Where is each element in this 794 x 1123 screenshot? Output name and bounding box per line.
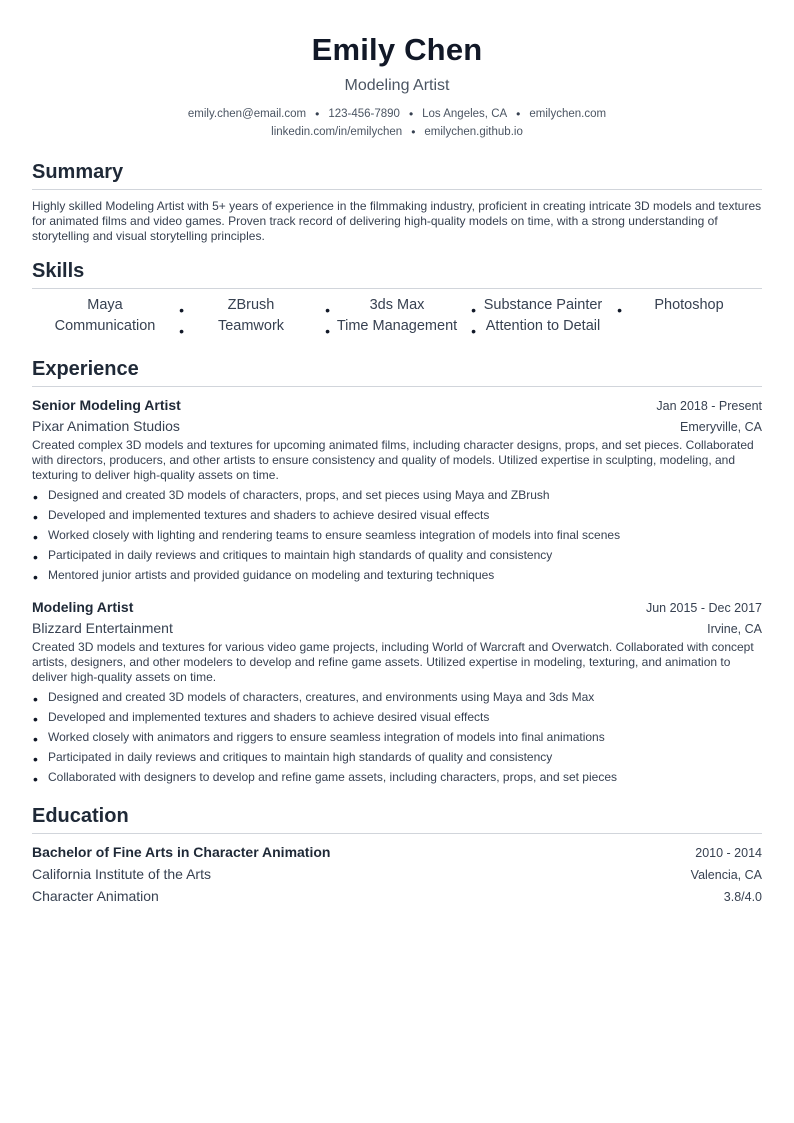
bullet-item <box>32 545 762 565</box>
bullet-item <box>32 565 762 585</box>
skill-separator: • <box>325 302 330 318</box>
bullet-text: Worked closely with lighting and rendering teams to ensure seamless integration of models into final scenes <box>48 528 621 542</box>
experience-section <box>32 356 762 787</box>
job-company: Blizzard Entertainment <box>32 620 173 636</box>
skill-separator: • <box>471 302 476 318</box>
website-link[interactable]: emilychen.com <box>529 108 607 120</box>
skill-item <box>324 295 476 318</box>
bullet-dot: • <box>33 489 38 505</box>
contact-row-1 <box>32 105 762 123</box>
job-header-row <box>32 597 762 618</box>
bullet-dot: • <box>33 549 38 565</box>
contact-separator: • <box>408 107 414 121</box>
contact-separator: • <box>411 125 416 139</box>
bullet-item <box>32 747 762 767</box>
resume-header <box>32 30 762 141</box>
job-company-row <box>32 618 762 640</box>
bullet-dot: • <box>33 711 38 727</box>
bullet-dot: • <box>33 529 38 545</box>
bullet-item <box>32 767 762 787</box>
bullet-item <box>32 727 762 747</box>
bullet-dot: • <box>33 569 38 585</box>
skill-label: Maya <box>87 297 123 313</box>
job-company: Pixar Animation Studios <box>32 418 180 434</box>
job-description: Created 3D models and textures for various video game projects, including World of Warcraft and Overwatch. Collaborated with concept artists, designers, and other modelers to develop and refine game assets. Utilized expertise in modeling, texturing, and animation to deliver high-quality assets on time. <box>32 640 754 684</box>
skill-label: Attention to Detail <box>485 318 601 334</box>
bullet-dot: • <box>33 691 38 707</box>
skill-label: Time Management <box>336 318 458 334</box>
skill-separator: • <box>179 323 184 339</box>
school-location: Valencia, CA <box>690 868 762 882</box>
education-entry <box>32 842 762 908</box>
job-bullets <box>32 687 762 787</box>
school-row <box>32 864 762 886</box>
job-entry <box>32 597 762 787</box>
gpa-value: 3.8/4.0 <box>723 890 762 904</box>
skill-item <box>178 316 330 339</box>
skill-separator: • <box>471 323 476 339</box>
skills-heading: Skills <box>32 258 762 289</box>
bullet-text: Developed and implemented textures and shaders to achieve desired visual effects <box>48 508 490 522</box>
bullet-text: Participated in daily reviews and critiques to maintain high standards of quality and consistency <box>48 750 553 764</box>
github-link[interactable]: emilychen.github.io <box>424 126 523 138</box>
bullet-item <box>32 707 762 727</box>
skill-separator: • <box>617 302 622 318</box>
bullet-item <box>32 505 762 525</box>
skill-separator: • <box>325 323 330 339</box>
job-header-row <box>32 395 762 416</box>
summary-section <box>32 159 762 244</box>
job-company-row <box>32 416 762 438</box>
skill-item <box>32 316 184 339</box>
degree-title: Bachelor of Fine Arts in Character Animation <box>32 844 331 860</box>
summary-heading: Summary <box>32 159 762 190</box>
candidate-name: Emily Chen <box>311 32 483 67</box>
bullet-dot: • <box>33 751 38 767</box>
job-title: Senior Modeling Artist <box>32 397 181 413</box>
bullet-text: Designed and created 3D models of characters, creatures, and environments using Maya and 3ds Max <box>48 690 595 704</box>
bullet-dot: • <box>33 771 38 787</box>
skill-item <box>32 295 184 318</box>
skill-label: 3ds Max <box>369 297 425 313</box>
email-link[interactable]: emily.chen@email.com <box>187 108 307 120</box>
job-location: Irvine, CA <box>707 622 762 636</box>
contact-separator: • <box>516 107 521 121</box>
bullet-text: Participated in daily reviews and critiques to maintain high standards of quality and consistency <box>48 548 553 562</box>
bullet-item <box>32 485 762 505</box>
contact-separator: • <box>315 107 320 121</box>
school-name: California Institute of the Arts <box>32 866 211 882</box>
skill-label: ZBrush <box>227 297 275 313</box>
bullet-dot: • <box>33 731 38 747</box>
skills-section <box>32 258 762 337</box>
bullet-text: Mentored junior artists and provided guidance on modeling and texturing techniques <box>48 568 495 582</box>
job-location: Emeryville, CA <box>680 420 762 434</box>
skill-label: Photoshop <box>654 297 724 313</box>
contact-row-2 <box>32 123 762 141</box>
job-bullets <box>32 485 762 585</box>
education-heading: Education <box>32 803 762 834</box>
bullet-text: Worked closely with animators and riggers to ensure seamless integration of models into final animations <box>48 730 605 744</box>
skill-separator: • <box>179 302 184 318</box>
skill-item <box>178 295 330 318</box>
job-description: Created complex 3D models and textures for upcoming animated films, including character designs, props, and set pieces. Collaborated with directors, producers, and other artists to ensure consistency and quality of models. Utilized expertise in sculpting, modeling, and texturing to deliver high-quality assets on time. <box>32 438 754 482</box>
field-of-study: Character Animation <box>32 888 159 904</box>
summary-text: Highly skilled Modeling Artist with 5+ years of experience in the filmmaking industry, proficient in creating intricate 3D models and textures for animated films and video games. Proven track record of delivering high-quality models on time, with a strong understanding of storytelling and visual storytelling principles. <box>32 199 762 243</box>
skill-label: Communication <box>54 318 156 334</box>
job-date: Jun 2015 - Dec 2017 <box>645 601 762 615</box>
education-years: 2010 - 2014 <box>695 846 762 860</box>
bullet-item <box>32 687 762 707</box>
phone-number: 123-456-7890 <box>328 108 400 120</box>
job-title: Modeling Artist <box>32 599 134 615</box>
skill-item <box>616 295 762 316</box>
job-entry <box>32 395 762 585</box>
skill-label: Teamwork <box>217 318 285 334</box>
education-section <box>32 803 762 908</box>
experience-heading: Experience <box>32 356 762 387</box>
candidate-title: Modeling Artist <box>344 77 450 94</box>
bullet-text: Developed and implemented textures and shaders to achieve desired visual effects <box>48 710 490 724</box>
bullet-text: Designed and created 3D models of characters, props, and set pieces using Maya and ZBrush <box>48 488 550 502</box>
linkedin-link[interactable]: linkedin.com/in/emilychen <box>271 126 403 138</box>
bullet-item <box>32 525 762 545</box>
skill-label: Substance Painter <box>483 297 603 313</box>
field-row <box>32 886 762 908</box>
location-text: Los Angeles, CA <box>422 108 508 120</box>
degree-row <box>32 842 762 864</box>
skill-item <box>470 295 622 318</box>
job-date: Jan 2018 - Present <box>656 399 762 413</box>
bullet-text: Collaborated with designers to develop and refine game assets, including characters, props, and set pieces <box>48 770 617 784</box>
skill-item <box>324 316 476 339</box>
bullet-dot: • <box>33 509 38 525</box>
skills-grid <box>32 295 762 337</box>
skill-item <box>470 316 616 337</box>
